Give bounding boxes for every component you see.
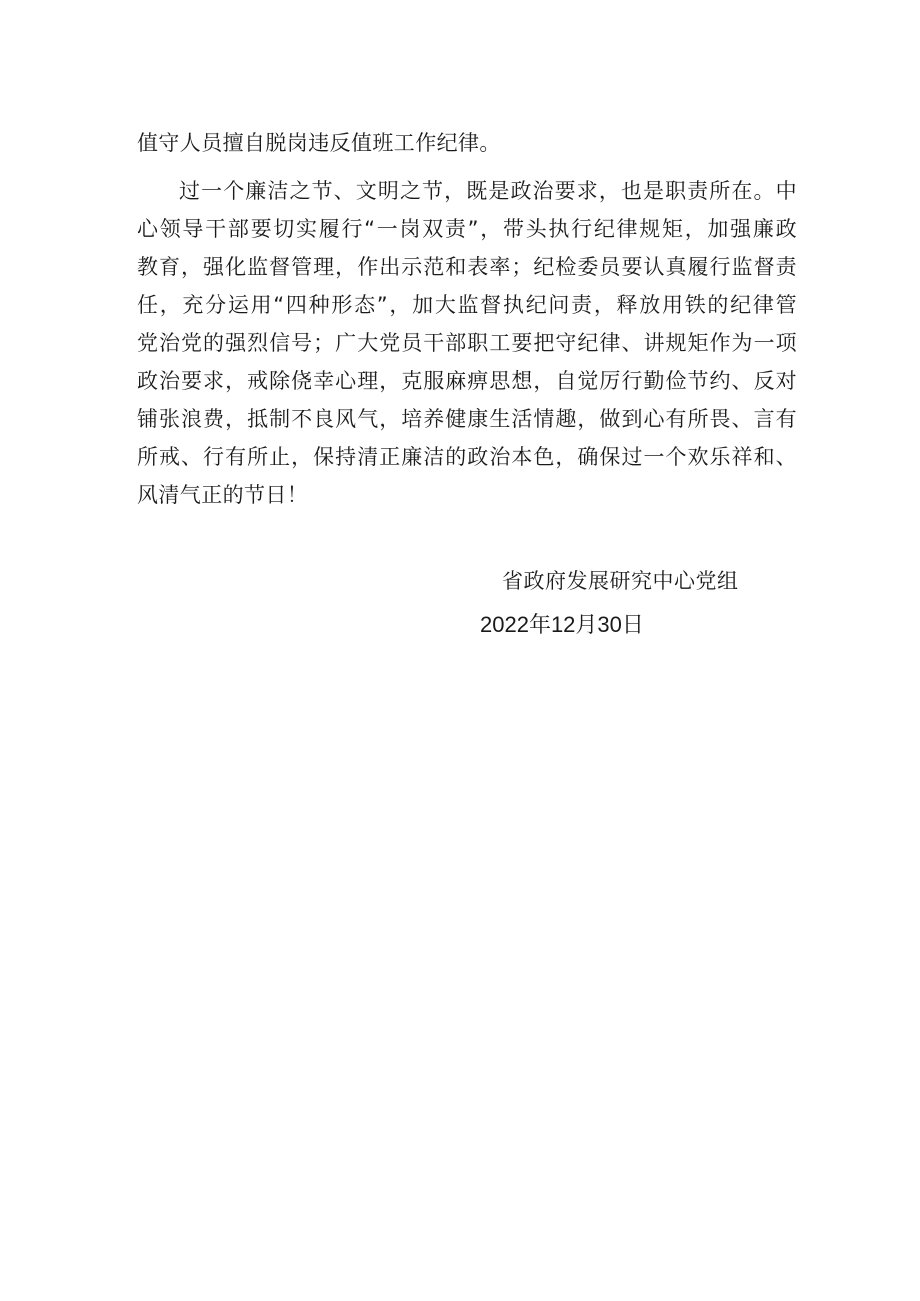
paragraph-line: 值守人员擅自脱岗违反值班工作纪律。 [137, 131, 501, 155]
body-text [137, 124, 797, 514]
paragraph-line: 铺张浪费，抵制不良风气，培养健康生活情趣，做到心有所畏、言有 [137, 407, 797, 431]
signature-date: 2022年12月30日 [480, 612, 644, 637]
paragraph-line: 风清气正的节日！ [137, 483, 309, 507]
paragraph-line: 政治要求，戒除侥幸心理，克服麻痹思想，自觉厉行勤俭节约、反对 [137, 369, 797, 393]
paragraph-line: 所戒、行有所止，保持清正廉洁的政治本色，确保过一个欢乐祥和、 [137, 445, 797, 469]
paragraph-line: 教育，强化监督管理，作出示范和表率；纪检委员要认真履行监督责 [137, 255, 797, 279]
paragraph-line: 过一个廉洁之节、文明之节，既是政治要求，也是职责所在。中 [179, 179, 797, 203]
signature-organization: 省政府发展研究中心党组 [502, 569, 739, 593]
paragraph-line: 心领导干部要切实履行“一岗双责”，带头执行纪律规矩，加强廉政 [137, 217, 797, 241]
paragraph-2 [137, 172, 797, 514]
paragraph-line: 党治党的强烈信号；广大党员干部职工要把守纪律、讲规矩作为一项 [137, 331, 797, 355]
paragraph-line: 任，充分运用“四种形态”，加大监督执纪问责，释放用铁的纪律管 [137, 293, 797, 317]
paragraph-1 [137, 124, 797, 162]
